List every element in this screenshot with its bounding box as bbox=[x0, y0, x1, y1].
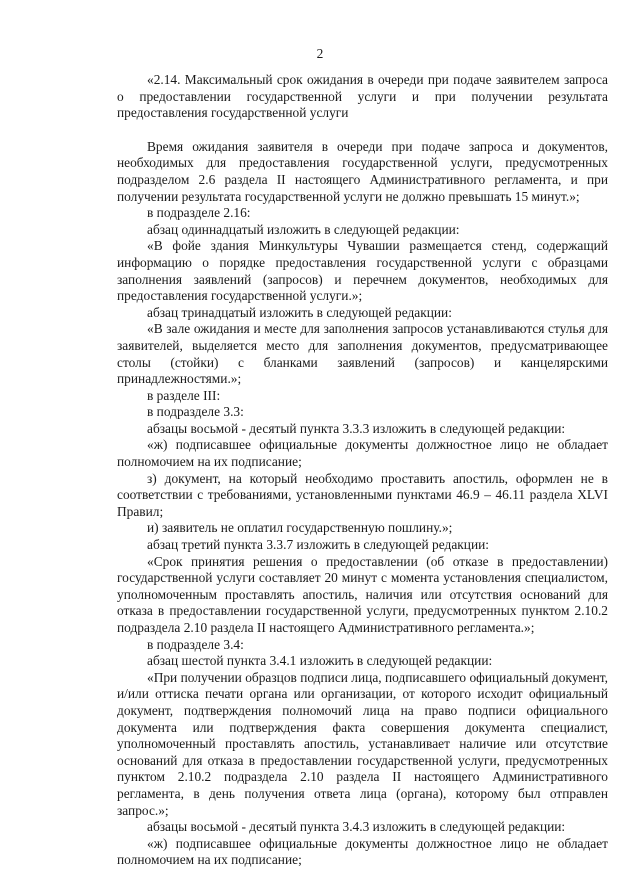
paragraph: Время ожидания заявителя в очереди при подаче запроса и документов, необходимых для предоставления государственной услуги, предусмотренных подразделом 2.6 раздела II настоящего Административного регламента, и при получении результата государственной услуги не должно превышать 15 минут.»; bbox=[117, 138, 608, 204]
paragraph: абзац третий пункта 3.3.7 изложить в следующей редакции: bbox=[147, 537, 489, 553]
paragraph: «При получении образцов подписи лица, подписавшего официальный документ, и/или оттиска печати органа или организации, от которого исходит официальный документ, подтверждения полномочий лица на право подписи официального документа или подтверждения факта совершения документа специалист, уполномоченный проставлять апостиль, устанавливает наличие или отсутствие оснований для отказа в предоставлении государственной услуги, предусмотренных пунктом 2.10.2 подраздела 2.10 раздела II настоящего Административного регламента, в день получения ответа лица (органа), которому был отправлен запрос.»; bbox=[117, 669, 608, 818]
paragraph: «ж) подписавшее официальные документы должностное лицо не обладает полномочием на их подписание; bbox=[117, 835, 608, 868]
paragraph: в разделе III: bbox=[147, 387, 221, 403]
paragraph: абзац одиннадцатый изложить в следующей редакции: bbox=[147, 221, 460, 237]
paragraph-gap bbox=[117, 122, 608, 139]
paragraph: абзацы восьмой - десятый пункта 3.3.3 изложить в следующей редакции: bbox=[147, 420, 566, 436]
paragraph: в подразделе 3.4: bbox=[147, 636, 244, 652]
page-number: 2 bbox=[316, 46, 324, 61]
paragraph: «В фойе здания Минкультуры Чувашии размещается стенд, содержащий информацию о порядке предоставления государственной услуги с образцами заполнения заявлений (запросов) и перечнем документов, необходимых для предоставления государственной услуги.»; bbox=[117, 238, 608, 304]
paragraph: абзацы восьмой - десятый пункта 3.4.3 изложить в следующей редакции: bbox=[147, 819, 566, 835]
section-heading-2-14: «2.14. Максимальный срок ожидания в очереди при подаче заявителем запроса о предоставлении государственной услуги и при получении результата предоставления государственной услуги bbox=[117, 72, 608, 121]
paragraph: «Срок принятия решения о предоставлении (об отказе в предоставлении) государственной услуги составляет 20 минут с момента установления специалистом, уполномоченным проставлять апостиль, наличия или отсутствия оснований для отказа в предоставлении государственной услуги, предусмотренных пунктом 2.10.2 подраздела 2.10 раздела II настоящего Административного регламента.»; bbox=[117, 553, 608, 635]
paragraph: абзац шестой пункта 3.4.1 изложить в следующей редакции: bbox=[147, 653, 493, 669]
paragraph: «ж) подписавшее официальные документы должностное лицо не обладает полномочием на их подписание; bbox=[117, 437, 608, 470]
document-body bbox=[117, 72, 608, 869]
paragraph: в подразделе 2.16: bbox=[147, 205, 251, 221]
paragraph: абзац тринадцатый изложить в следующей редакции: bbox=[147, 304, 452, 320]
paragraph: «В зале ожидания и месте для заполнения запросов устанавливаются стулья для заявителей, выделяется место для заполнения документов, предусматривающее столы (стойки) с бланками заявлений (запросов) и канцелярскими принадлежностями.»; bbox=[117, 321, 608, 387]
paragraph: в подразделе 3.3: bbox=[147, 404, 244, 420]
paragraph: з) документ, на который необходимо проставить апостиль, оформлен не в соответствии с требованиями, установленными пунктами 46.9 – 46.11 раздела XLVI Правил; bbox=[117, 470, 608, 519]
paragraph: и) заявитель не оплатил государственную пошлину.»; bbox=[147, 520, 453, 536]
